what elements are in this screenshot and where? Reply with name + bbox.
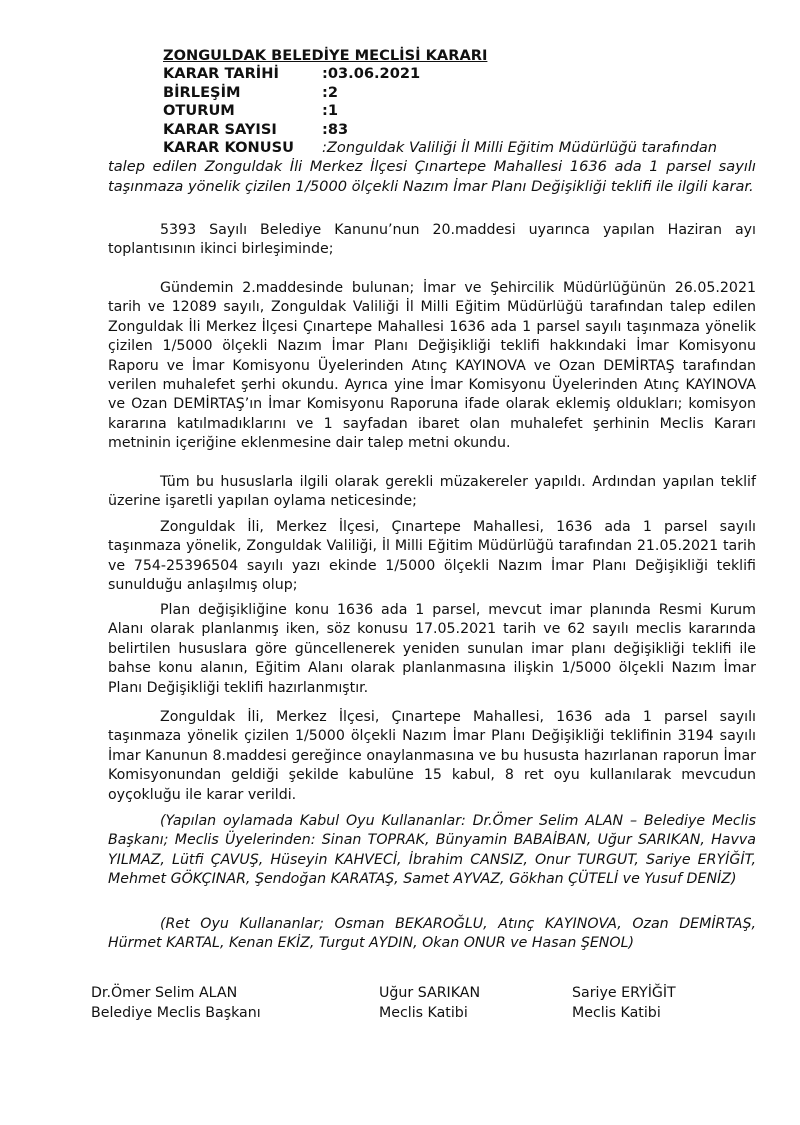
topic-text-first-line: :Zonguldak Valiliği İl Milli Eğitim Müdürlüğü tarafından bbox=[322, 139, 718, 156]
signature-clerk-1 bbox=[379, 984, 480, 1023]
topic-text-continued: talep edilen Zonguldak İli Merkez İlçesi Çınartepe Mahallesi 1636 ada 1 parsel sayılı taşınmaza yönelik çizilen 1/5000 ölçekli Nazım İmar Planı Değişikliği teklifi ile ilgili karar. bbox=[108, 158, 756, 195]
paragraph: Zonguldak İli, Merkez İlçesi, Çınartepe Mahallesi, 1636 ada 1 parsel sayılı taşınmaza yönelik, Zonguldak Valiliği, İl Milli Eğitim Müdürlüğü tarafından 21.05.2021 tarih ve 754-25396504 sayılı yazı ekinde 1/5000 ölçekli Nazım İmar Planı Değişikliği teklifi sunulduğu anlaşılmış olup; bbox=[108, 519, 756, 594]
meta-row-number bbox=[163, 121, 763, 140]
meta-value: :03.06.2021 bbox=[322, 65, 421, 82]
meta-row-topic bbox=[163, 139, 763, 158]
meta-value: :2 bbox=[322, 83, 338, 101]
meta-row-sitting bbox=[163, 102, 763, 121]
paragraph: 5393 Sayılı Belediye Kanunu’nun 20.maddesi uyarınca yapılan Haziran ayı toplantısının ikinci birleşiminde; bbox=[108, 222, 756, 258]
signature-role: Meclis Katibi bbox=[379, 1004, 468, 1021]
meta-row-date bbox=[163, 65, 763, 84]
signature-role: Belediye Meclis Başkanı bbox=[91, 1004, 261, 1021]
paragraph: Zonguldak İli, Merkez İlçesi, Çınartepe Mahallesi, 1636 ada 1 parsel sayılı taşınmaza yönelik çizilen 1/5000 ölçekli Nazım İmar Planı Değişikliği teklifinin 3194 sayılı İmar Kanunun 8.maddesi gereğince onaylanmasına ve bu hususta hazırlanan raporun İmar Komisyonundan geldiği şekilde kabulüne 15 kabul, 8 ret oyu kullanılarak mevcudun oyçokluğu ile karar verildi. bbox=[108, 709, 756, 803]
accept-votes-list bbox=[108, 812, 756, 890]
signature-clerk-2 bbox=[572, 984, 676, 1023]
signature-name: Sariye ERYİĞİT bbox=[572, 985, 676, 1001]
paragraph-intro bbox=[108, 221, 756, 260]
decision-header bbox=[163, 46, 763, 158]
paragraph-decision bbox=[108, 708, 756, 805]
meta-label: BİRLEŞİM bbox=[163, 83, 241, 101]
paragraph: Plan değişikliğine konu 1636 ada 1 parsel, mevcut imar planında Resmi Kurum Alanı olarak planlanmış iken, söz konusu 17.05.2021 tarih ve 62 sayılı meclis kararında belirtilen hususlara göre güncellenerek yeniden sunulan imar planı değişikliği teklifi ile bahse konu alanın, Eğitim Alanı olarak planlanmasına ilişkin 1/5000 ölçekli Nazım İmar Planı Değişikliği teklifi hazırlanmıştır. bbox=[108, 602, 756, 696]
meta-label: OTURUM bbox=[163, 102, 235, 119]
signature-name: Uğur SARIKAN bbox=[379, 985, 481, 1001]
meta-value: :83 bbox=[322, 120, 349, 138]
paragraph: Gündemin 2.maddesinde bulunan; İmar ve Şehircilik Müdürlüğünün 26.05.2021 tarih ve 12089 sayılı, Zonguldak Valiliği İl Milli Eğitim Müdürlüğü tarafından talep edilen Zonguldak İli Merkez İlçesi Çınartepe Mahallesi 1636 ada 1 parsel sayılı taşınmaza yönelik çizilen 1/5000 ölçekli Nazım İmar Planı Değişikliği teklifi hakkındaki İmar Komisyonu Raporu ve İmar Komisyonu Üyelerinden Atınç KAYINOVA ve Ozan DEMİRTAŞ tarafından verilen muhalefet şerhi okundu. Ayrıca yine İmar Komisyonu Üyelerinden Atınç KAYINOVA ve Ozan DEMİRTAŞ’ın İmar Komisyonu Raporuna ifade olarak eklemiş oldukları; komisyon kararına katılmadıklarını ve 1 sayfadan ibaret olan muhalefet şerhinin Meclis Kararı metninin içeriğine eklenmesine dair talep metni okundu. bbox=[108, 280, 756, 452]
meta-row-session bbox=[163, 84, 763, 103]
paragraph-request bbox=[108, 518, 756, 596]
paragraph: Tüm bu hususlarla ilgili olarak gerekli müzakereler yapıldı. Ardından yapılan teklif üzerine işaretli yapılan oylama neticesinde; bbox=[108, 474, 756, 510]
topic-label: KARAR KONUSU bbox=[163, 139, 294, 156]
accept-votes-text: (Yapılan oylamada Kabul Oyu Kullananlar: Dr.Ömer Selim ALAN – Belediye Meclis Başkanı; Meclis Üyelerinden: Sinan TOPRAK, Bünyamin BABAİBAN, Uğur SARIKAN, Havva YILMAZ, Lütfi ÇAVUŞ, Hüseyin KAHVECİ, İbrahim CANSIZ, Onur TURGUT, Sariye ERYİĞİT, Mehmet GÖKÇINAR, Şendoğan KARATAŞ, Samet AYVAZ, Gökhan ÇÜTELİ ve Yusuf DENİZ) bbox=[108, 813, 756, 888]
meta-label: KARAR TARİHİ bbox=[163, 65, 279, 82]
reject-votes-list bbox=[108, 915, 756, 954]
paragraph-plan-change bbox=[108, 601, 756, 698]
meta-value: :1 bbox=[322, 102, 338, 119]
paragraph-deliberation bbox=[108, 473, 756, 512]
signature-name: Dr.Ömer Selim ALAN bbox=[91, 985, 238, 1001]
document-title: ZONGULDAK BELEDİYE MECLİSİ KARARI bbox=[163, 47, 488, 64]
signature-role: Meclis Katibi bbox=[572, 1004, 661, 1021]
reject-votes-text: (Ret Oyu Kullananlar; Osman BEKAROĞLU, Atınç KAYINOVA, Ozan DEMİRTAŞ, Hürmet KARTAL, Kenan EKİZ, Turgut AYDIN, Okan ONUR ve Hasan ŞENOL) bbox=[108, 916, 756, 952]
signature-chairman bbox=[91, 984, 261, 1023]
paragraph-agenda bbox=[108, 279, 756, 454]
meta-label: KARAR SAYISI bbox=[163, 120, 277, 138]
